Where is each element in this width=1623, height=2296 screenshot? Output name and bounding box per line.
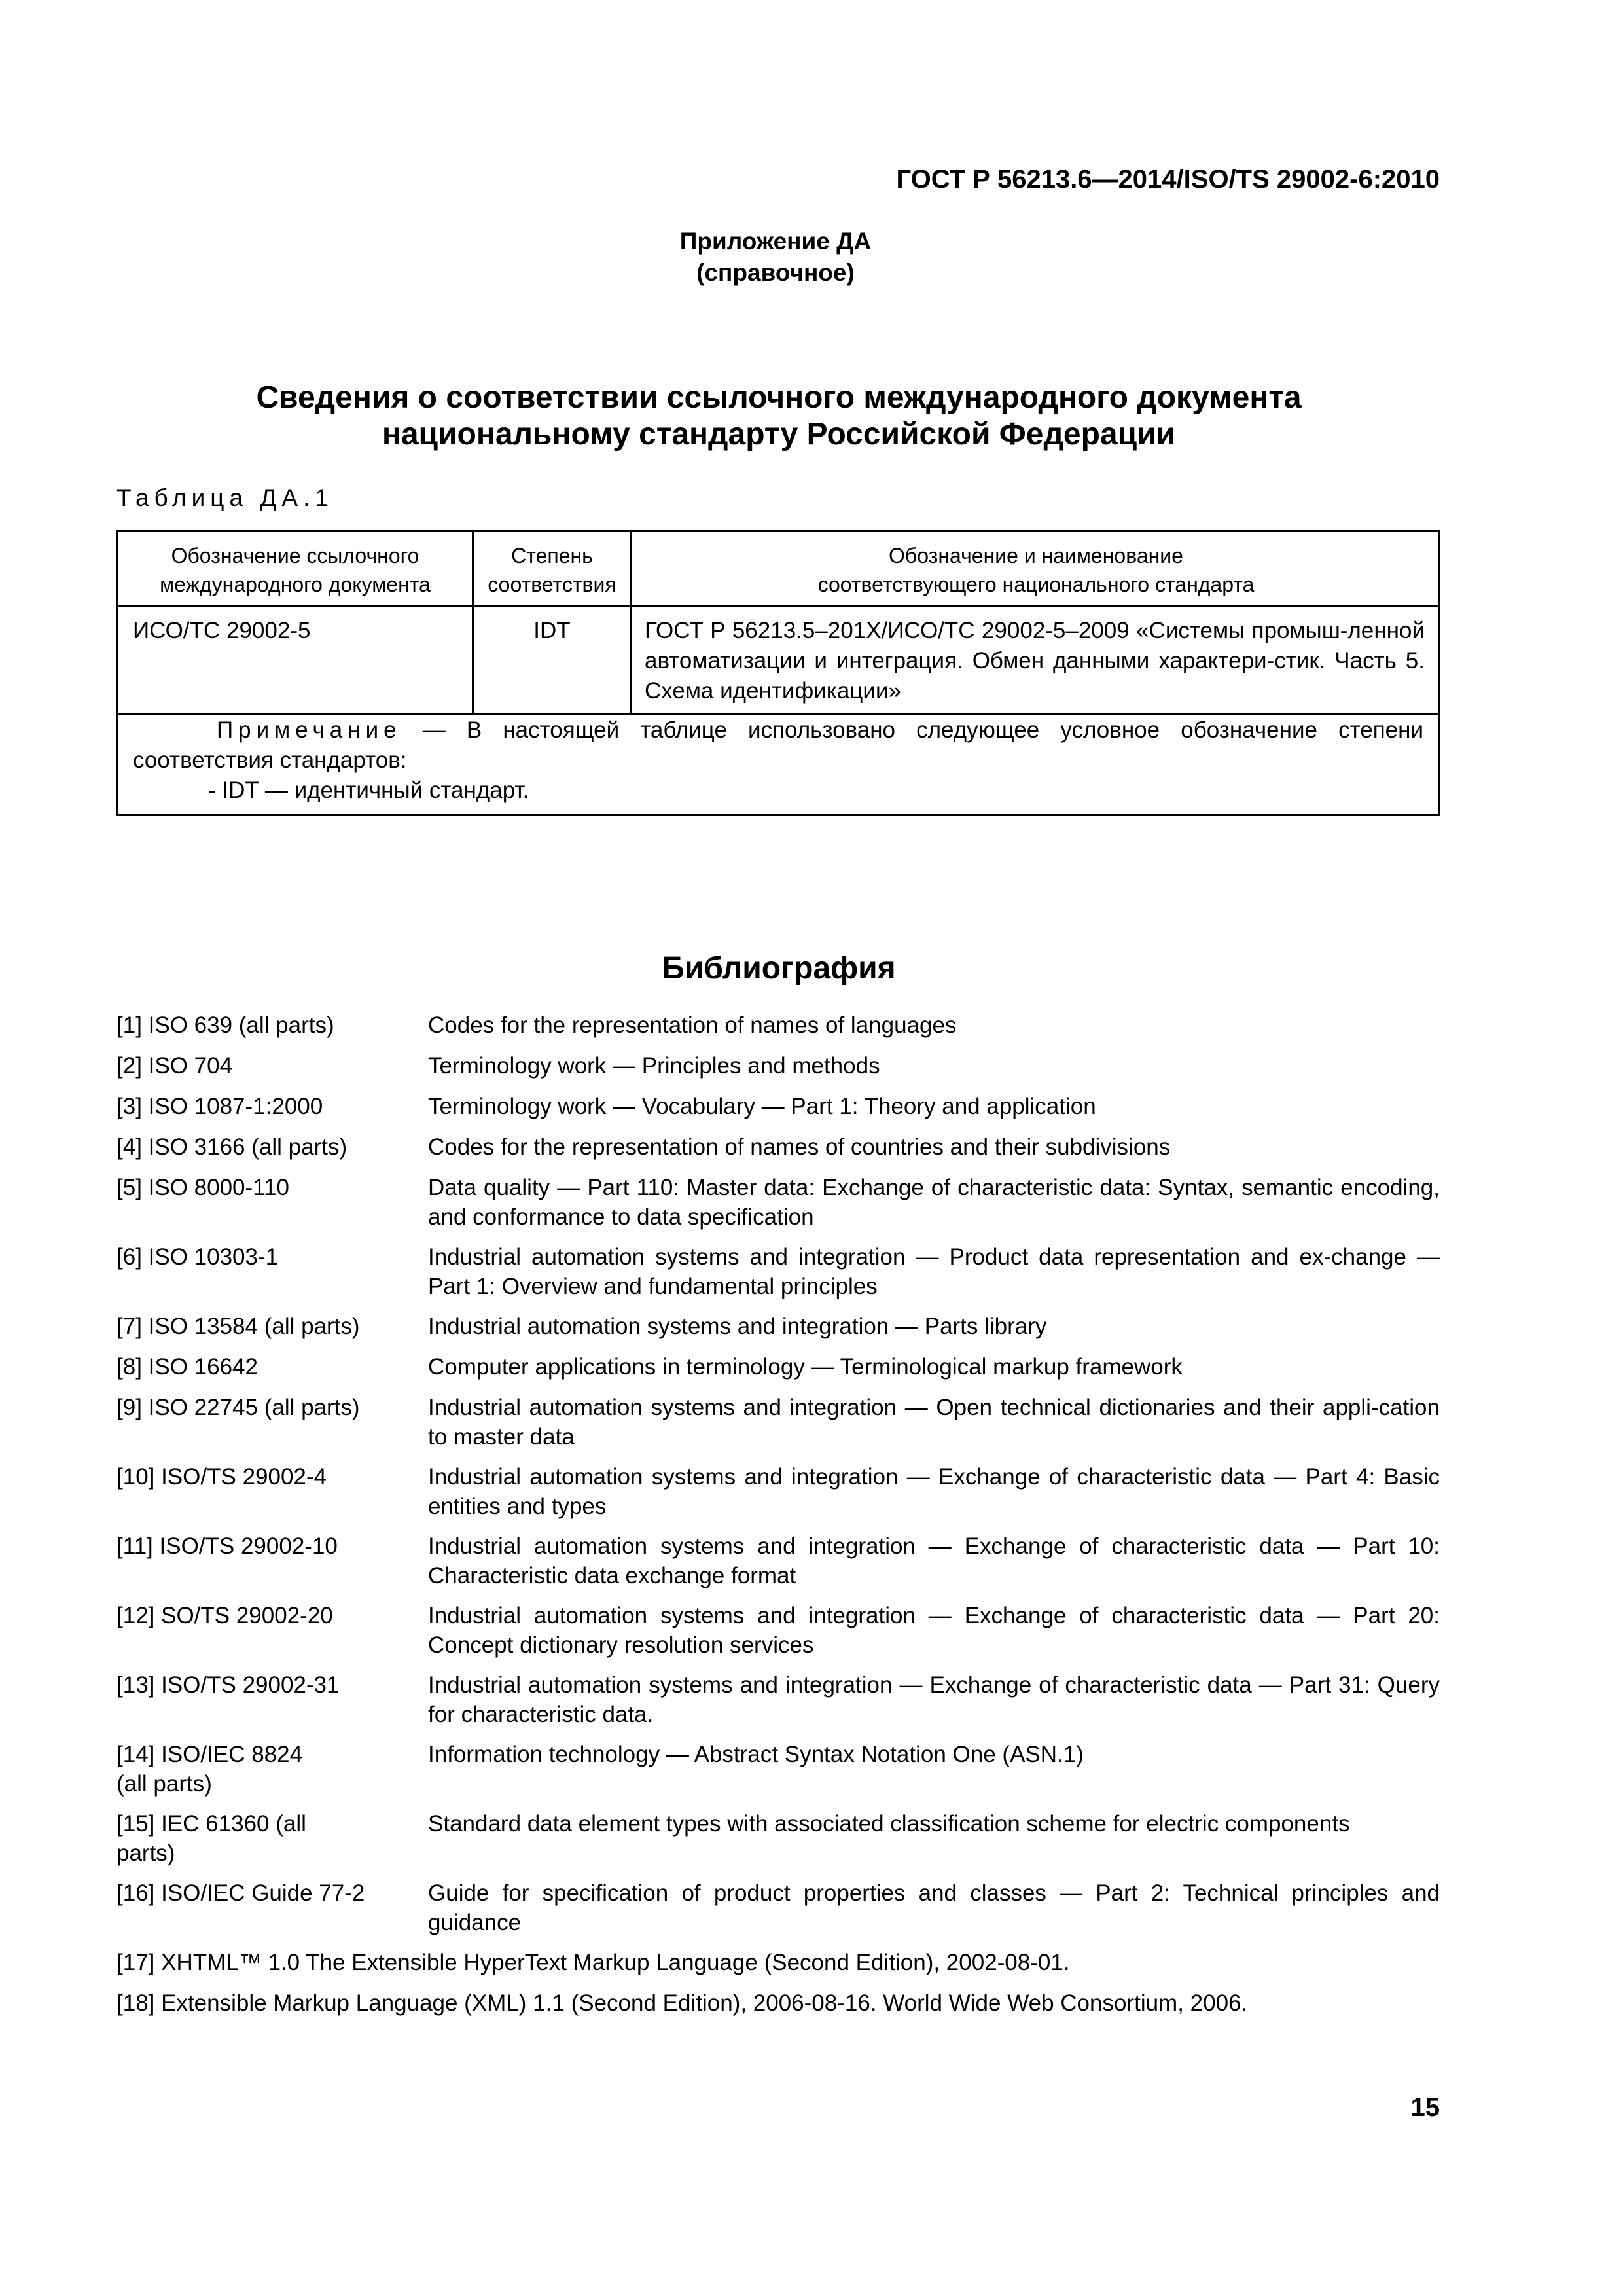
bib-key: [14] ISO/IEC 8824 (all parts)	[116, 1742, 303, 1797]
cell-ref-doc: ИСО/ТС 29002-5	[133, 618, 311, 643]
bib-key: [11] ISO/TS 29002-10	[116, 1534, 338, 1559]
bib-text: Codes for the representation of names of languages	[428, 1013, 957, 1038]
table-note	[133, 715, 1423, 806]
bib-key: [10] ISO/TS 29002-4	[116, 1464, 327, 1490]
bib-text: Industrial automation systems and integration — Exchange of characteristic data — Part 10: Characteristic data exchange format	[428, 1534, 1440, 1588]
bib-text: Codes for the representation of names of countries and their subdivisions	[428, 1134, 1171, 1160]
note-item: - IDT — идентичный стандарт.	[208, 778, 529, 803]
bib-text: Information technology — Abstract Syntax Notation One (ASN.1)	[428, 1742, 1084, 1767]
bib-text: Guide for specification of product properties and classes — Part 2: Technical principles and guidance	[428, 1880, 1440, 1935]
bib-text: Terminology work — Vocabulary — Part 1: Theory and application	[428, 1094, 1096, 1119]
bib-text: Industrial automation systems and integration — Exchange of characteristic data — Part 31: Query for characteristic data.	[428, 1672, 1440, 1727]
cell-national-standard: ГОСТ Р 56213.5–201Х/ИСО/ТС 29002-5–2009 «Системы промыш-ленной автоматизации и интеграция. Обмен данными характери-стик. Часть 5. Схема идентификации»	[645, 618, 1425, 704]
bib-text: Industrial automation systems and integration — Open technical dictionaries and their appli-cation to master data	[428, 1395, 1440, 1450]
cell-degree: IDT	[533, 618, 571, 643]
bib-key: [15] IEC 61360 (all parts)	[116, 1811, 306, 1866]
bib-text: Industrial automation systems and integration — Exchange of characteristic data — Part 20: Concept dictionary resolution services	[428, 1603, 1440, 1658]
bib-key: [8] ISO 16642	[116, 1354, 258, 1380]
header-degree-line1: Степень	[511, 544, 593, 567]
document-code: ГОСТ Р 56213.6—2014/ISO/TS 29002-6:2010	[896, 165, 1440, 194]
header-national-line2: соответствующего национального стандарта	[817, 573, 1255, 596]
bibliography-title: Библиография	[662, 951, 896, 986]
bib-key: [6] ISO 10303-1	[116, 1244, 279, 1270]
section-title-line2: национальному стандарту Российской Федерации	[382, 417, 1176, 452]
bib-text: Industrial automation systems and integration — Product data representation and ex-change — Part 1: Overview and fundamental principles	[428, 1244, 1440, 1299]
section-title-line1: Сведения о соответствии ссылочного международного документа	[256, 380, 1302, 415]
appendix-label: Приложение ДА	[679, 228, 872, 255]
bib-key: [13] ISO/TS 29002-31	[116, 1672, 340, 1698]
bib-text: Computer applications in terminology — Terminological markup framework	[428, 1354, 1183, 1380]
header-degree	[474, 541, 630, 599]
bib-text: Standard data element types with associated classification scheme for electric components	[428, 1811, 1350, 1837]
note-text: — В настоящей таблице использовано следующее условное обозначение степени соответствия стандартов:	[133, 717, 1423, 773]
header-ref-doc	[118, 541, 472, 599]
header-ref-doc-line2: международного документа	[160, 573, 431, 596]
bib-key: [12] SO/TS 29002-20	[116, 1603, 333, 1628]
section-title	[118, 380, 1440, 453]
bib-text: Industrial automation systems and integration — Exchange of characteristic data — Part 4: Basic entities and types	[428, 1464, 1440, 1519]
header-national-line1: Обозначение и наименование	[889, 544, 1183, 567]
bib-key: [5] ISO 8000-110	[116, 1175, 289, 1200]
appendix-type: (справочное)	[696, 259, 855, 286]
note-label: Примечание	[217, 717, 402, 743]
header-ref-doc-line1: Обозначение ссылочного	[171, 544, 419, 567]
bib-text: Industrial automation systems and integration — Parts library	[428, 1314, 1047, 1339]
header-degree-line2: соответствия	[488, 573, 616, 596]
bib-key: [9] ISO 22745 (all parts)	[116, 1395, 360, 1420]
bib-full-entry: [18] Extensible Markup Language (XML) 1.1 (Second Edition), 2006-08-16. World Wide Web Consortium, 2006.	[116, 1990, 1248, 2016]
header-national-standard	[632, 541, 1440, 599]
bib-full-entry: [17] XHTML™ 1.0 The Extensible HyperText Markup Language (Second Edition), 2002-08-01.	[116, 1950, 1070, 1975]
table-divider	[118, 605, 1438, 607]
bib-text: Terminology work — Principles and methods	[428, 1053, 880, 1079]
bib-key: [16] ISO/IEC Guide 77-2	[116, 1880, 365, 1906]
table-label: Таблица ДА.1	[116, 484, 334, 511]
bib-key: [4] ISO 3166 (all parts)	[116, 1134, 348, 1160]
bib-key: [1] ISO 639 (all parts)	[116, 1013, 334, 1038]
bib-key: [7] ISO 13584 (all parts)	[116, 1314, 360, 1339]
page-number: 15	[1410, 2093, 1440, 2122]
bib-key: [3] ISO 1087-1:2000	[116, 1094, 323, 1119]
correspondence-table	[116, 530, 1440, 816]
bib-key: [2] ISO 704	[116, 1053, 233, 1079]
appendix-heading	[622, 226, 929, 289]
bib-text: Data quality — Part 110: Master data: Exchange of characteristic data: Syntax, semantic encoding, and conformance to data specification	[428, 1175, 1440, 1230]
